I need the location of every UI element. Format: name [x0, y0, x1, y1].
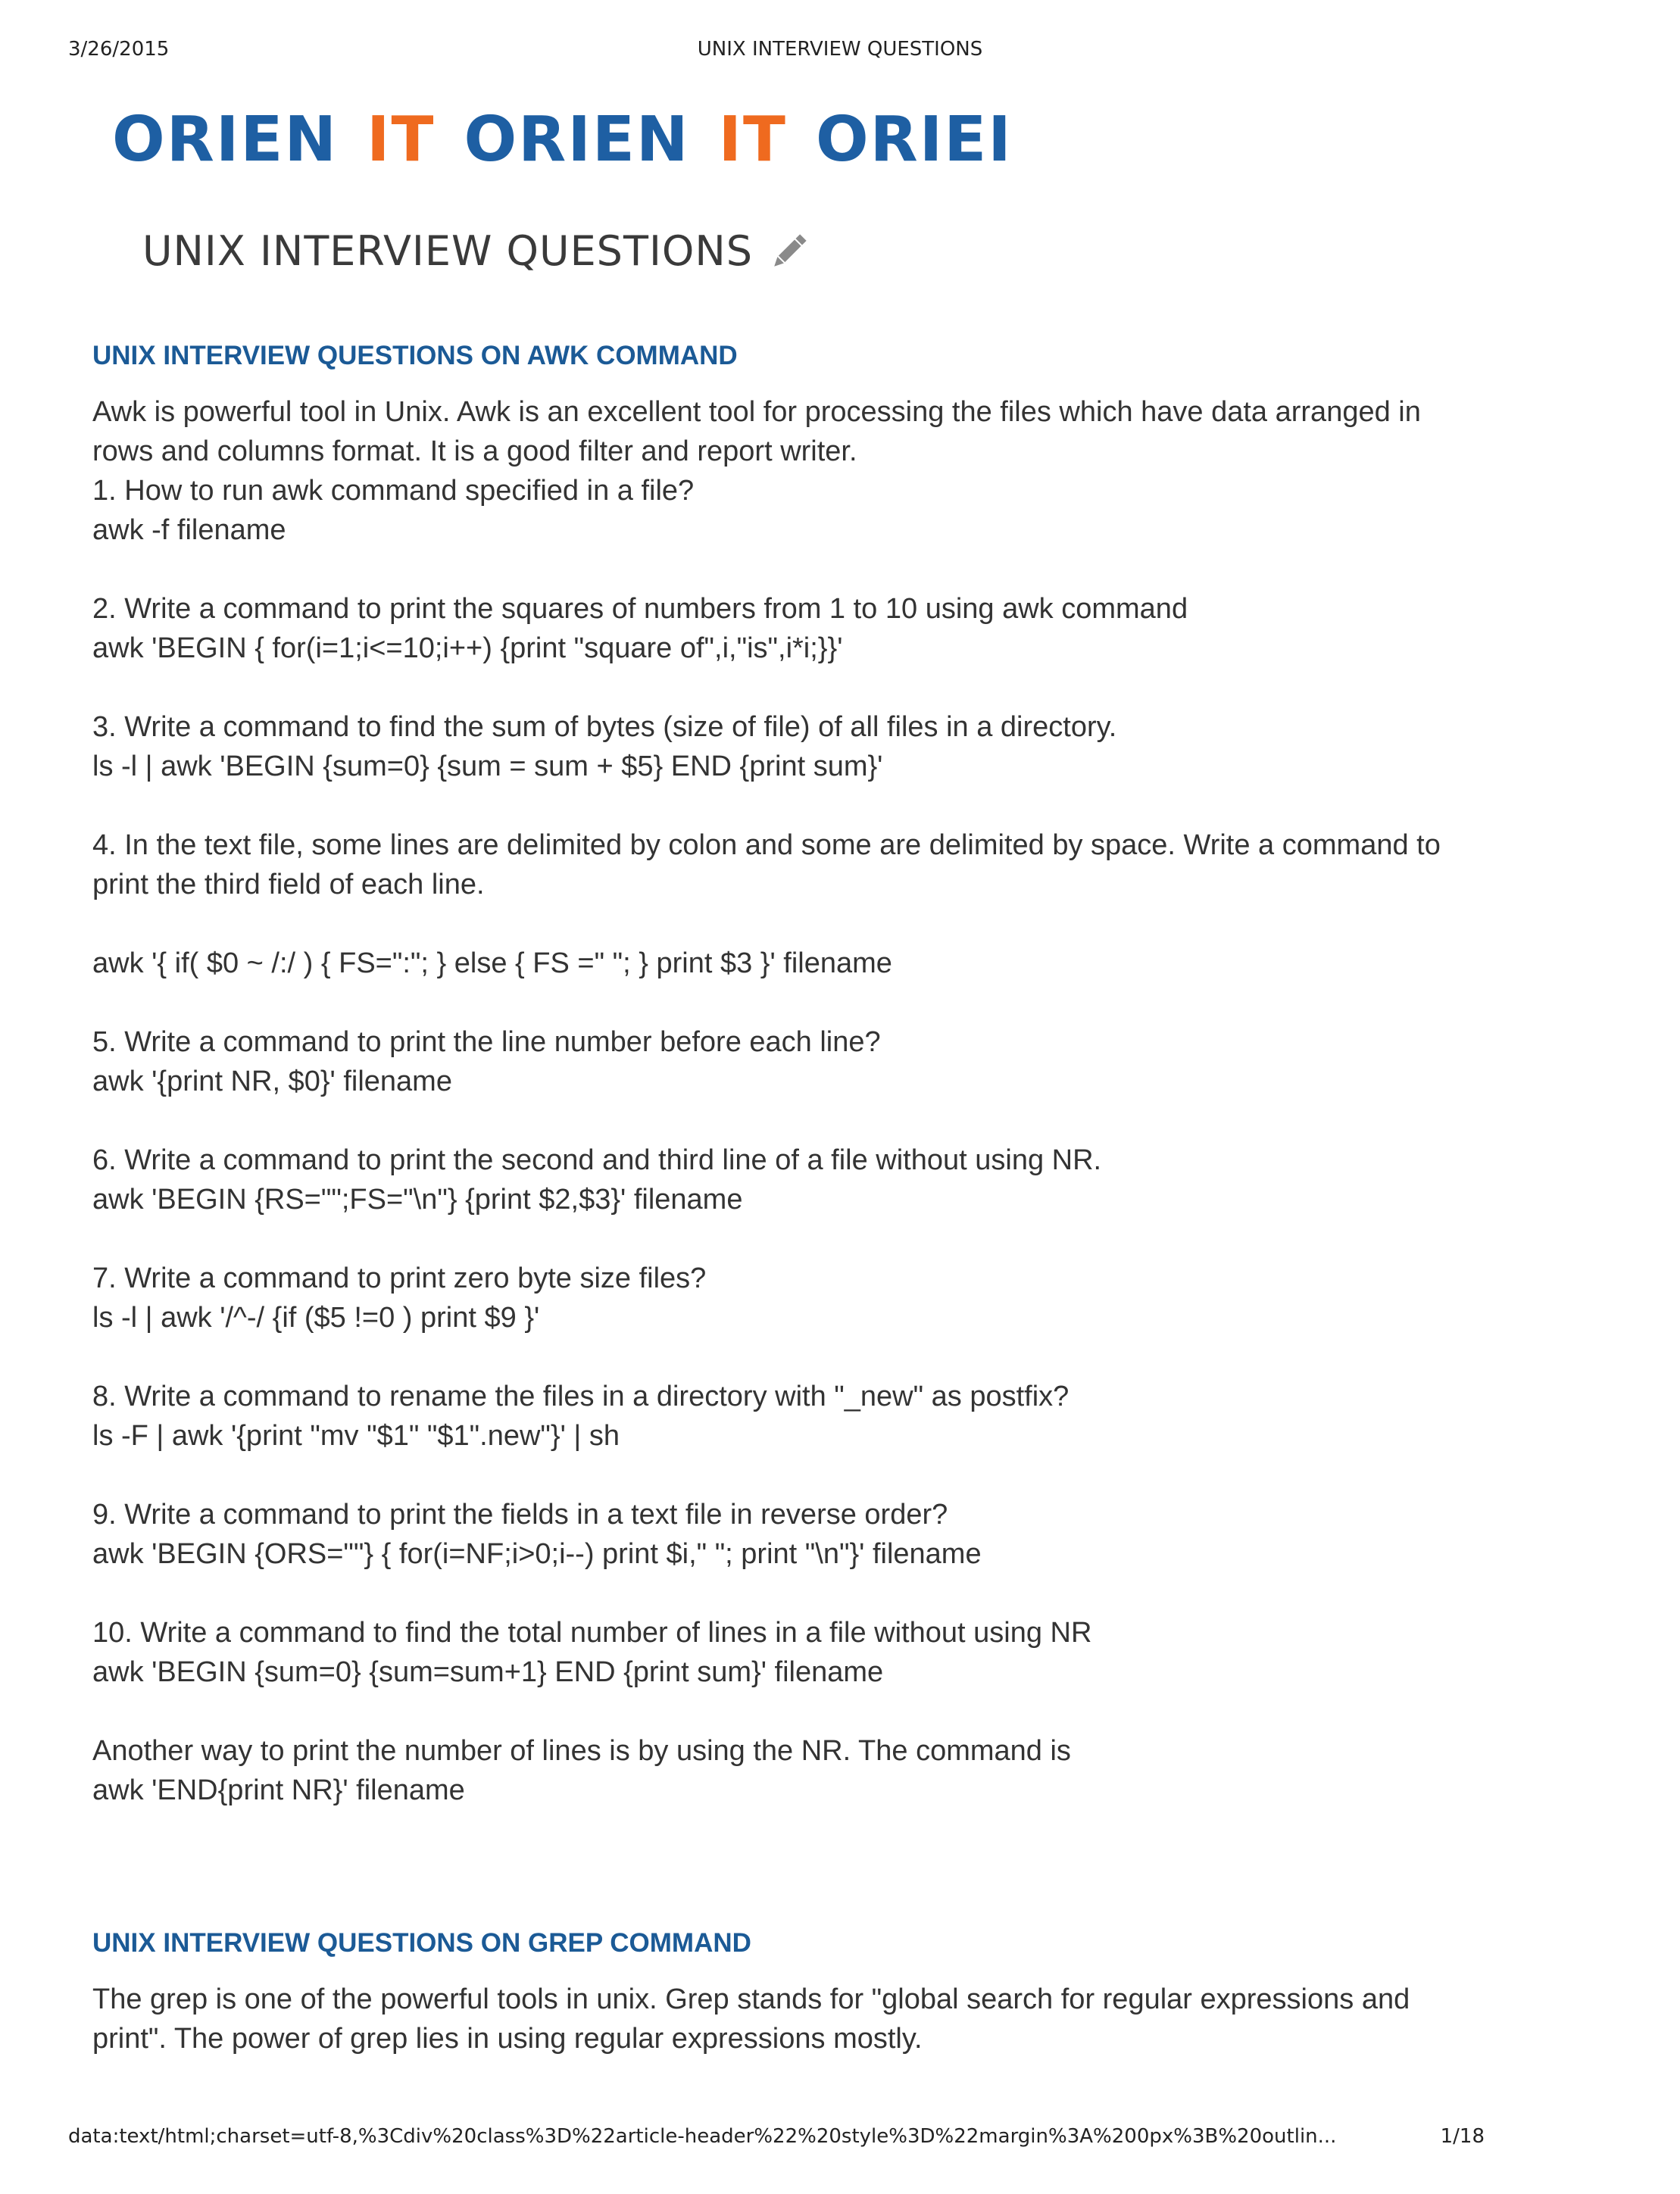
section-spacer	[92, 1810, 1479, 1928]
awk-intro-line: Awk is powerful tool in Unix. Awk is an excellent tool for processing the files which have data arranged in	[92, 396, 1421, 428]
answer-4	[92, 944, 1479, 983]
grep-intro-line: print". The power of grep lies in using regular expressions mostly.	[92, 2023, 923, 2055]
article-content	[92, 341, 1479, 2058]
print-url: data:text/html;charset=utf-8,%3Cdiv%20class%3D%22article-header%22%20style%3D%22margin%3A%200px%3B%20outlin...	[68, 2125, 1337, 2148]
awk-section-heading: UNIX INTERVIEW QUESTIONS ON AWK COMMAND	[92, 341, 738, 370]
qa-10	[92, 1613, 1479, 1692]
awk-intro-line: rows and columns format. It is a good filter and report writer.	[92, 435, 857, 467]
answer-8: ls -F | awk '{print "mv "$1" "$1".new"}' | sh	[92, 1420, 620, 1452]
question-4-line: print the third field of each line.	[92, 869, 485, 900]
answer-9: awk 'BEGIN {ORS=""} { for(i=NF;i>0;i--) print $i," "; print "\n"}' filename	[92, 1538, 982, 1570]
awk-outro-line: awk 'END{print NR}' filename	[92, 1774, 465, 1806]
question-5: 5. Write a command to print the line number before each line?	[92, 1026, 881, 1058]
logo-text-it-2: IT	[718, 104, 787, 176]
question-4-line: 4. In the text file, some lines are delimited by colon and some are delimited by space. Write a command to	[92, 829, 1441, 861]
print-title: UNIX INTERVIEW QUESTIONS	[697, 38, 983, 61]
print-header	[0, 38, 1551, 61]
answer-2: awk 'BEGIN { for(i=1;i<=10;i++) {print "square of",i,"is",i*i;}}'	[92, 632, 843, 664]
page-title-text: UNIX INTERVIEW QUESTIONS	[142, 227, 754, 275]
logo-text-orien-1: ORIEN	[112, 104, 339, 176]
awk-outro	[92, 1731, 1479, 1810]
page-title	[142, 227, 810, 275]
question-2: 2. Write a command to print the squares of numbers from 1 to 10 using awk command	[92, 593, 1188, 625]
question-4	[92, 825, 1479, 904]
answer-7: ls -l | awk '/^-/ {if ($5 !=0 ) print $9 }'	[92, 1302, 540, 1334]
question-7: 7. Write a command to print zero byte size files?	[92, 1262, 707, 1294]
qa-9	[92, 1495, 1479, 1574]
question-8: 8. Write a command to rename the files in a directory with "_new" as postfix?	[92, 1381, 1070, 1412]
qa-5	[92, 1022, 1479, 1101]
logo-text-orien-3: ORIEI	[815, 104, 1013, 176]
grep-intro	[92, 1980, 1479, 2058]
grep-intro-line: The grep is one of the powerful tools in unix. Grep stands for "global search for regular expressions and	[92, 1983, 1410, 2015]
answer-1: awk -f filename	[92, 514, 286, 546]
qa-2	[92, 589, 1479, 668]
awk-outro-line: Another way to print the number of lines is by using the NR. The command is	[92, 1735, 1071, 1767]
question-10: 10. Write a command to find the total number of lines in a file without using NR	[92, 1617, 1092, 1649]
page-number: 1/18	[1440, 2125, 1485, 2148]
qa-8	[92, 1377, 1479, 1456]
grep-section-heading: UNIX INTERVIEW QUESTIONS ON GREP COMMAND	[92, 1928, 751, 1958]
question-6: 6. Write a command to print the second and third line of a file without using NR.	[92, 1144, 1102, 1176]
answer-5: awk '{print NR, $0}' filename	[92, 1066, 452, 1097]
answer-10: awk 'BEGIN {sum=0} {sum=sum+1} END {print sum}' filename	[92, 1656, 884, 1688]
logo-image	[112, 104, 1013, 176]
answer-6: awk 'BEGIN {RS="";FS="\n"} {print $2,$3}' filename	[92, 1184, 743, 1216]
qa-7	[92, 1259, 1479, 1337]
print-date: 3/26/2015	[68, 38, 170, 61]
question-9: 9. Write a command to print the fields in a text file in reverse order?	[92, 1499, 948, 1531]
logo-text-it-1: IT	[367, 104, 436, 176]
qa-6	[92, 1141, 1479, 1219]
question-1: 1. How to run awk command specified in a file?	[92, 475, 695, 507]
answer-3: ls -l | awk 'BEGIN {sum=0} {sum = sum + $5} END {print sum}'	[92, 751, 883, 782]
answer-4-line: awk '{ if( $0 ~ /:/ ) { FS=":"; } else { FS =" "; } print $3 }' filename	[92, 947, 892, 979]
question-3: 3. Write a command to find the sum of bytes (size of file) of all files in a directory.	[92, 711, 1117, 743]
logo-text-orien-2: ORIEN	[464, 104, 690, 176]
qa-3	[92, 707, 1479, 786]
pencil-icon[interactable]	[768, 230, 810, 273]
awk-intro	[92, 392, 1479, 550]
